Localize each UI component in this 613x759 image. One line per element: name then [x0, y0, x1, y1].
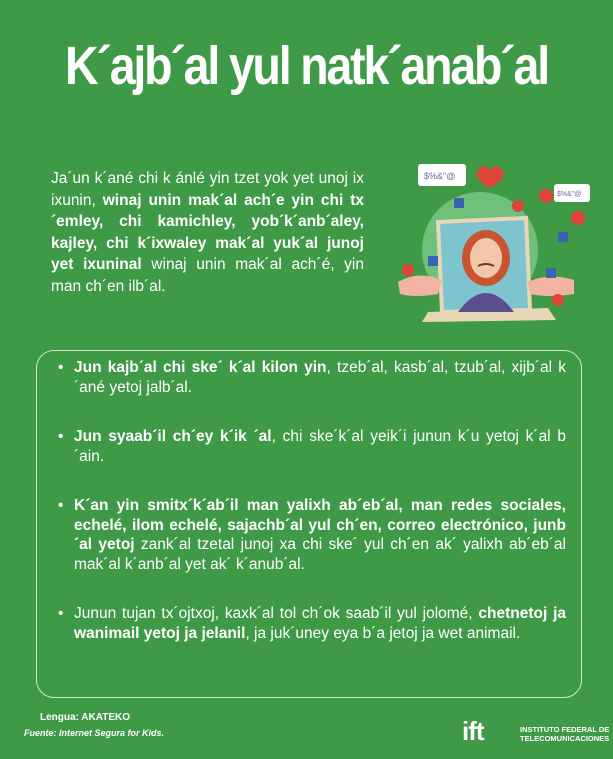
ift-logo-line-1: INSTITUTO FEDERAL DE — [520, 725, 610, 734]
bullet-marker: • — [58, 359, 64, 376]
bullet-text: , tzeb´al, kasb´al, tzub´al, xijb´al k´ané yetoj jalb´al. — [74, 359, 566, 396]
bullet-text: zank´al tzetal junoj xa chi ske´ yul ch´en ak´ yalixh ab´eb´al mak´al k´anb´al yet ak´ k´anub´al. — [74, 536, 566, 573]
bullet-text: , chi ske´k´al yeik´i junun k´u yetoj k´al b´ain. — [74, 428, 567, 465]
bullet-marker: • — [58, 428, 64, 445]
cyberbullying-illustration — [398, 162, 590, 322]
svg-text:$%&"@: $%&"@ — [557, 191, 582, 198]
bullet-marker: • — [58, 497, 64, 514]
bullet-item-2 — [58, 427, 566, 466]
svg-text:$%&"@: $%&"@ — [424, 171, 456, 181]
footer-language: Lengua: AKATEKO — [40, 712, 130, 723]
bullet-bold: Jun kajb´al chi ske´ k´al kilon yin — [74, 359, 327, 376]
page-title: K´ajb´al yul natk´anab´al — [65, 36, 548, 96]
speech-bubble-1 — [418, 164, 466, 186]
intro-text-1: Ja´un k´ané chi k ánlé yin tzet yok yet unoj ix ixunin, — [51, 170, 364, 209]
ift-logo — [462, 716, 612, 748]
bullet-item-4 — [58, 604, 566, 643]
angry-emoji-icon-5 — [512, 200, 524, 212]
thumbs-down-icon-4 — [454, 198, 464, 208]
intro-paragraph — [51, 168, 364, 298]
bullet-text: , ja juk´uney eya b´a jetoj ja wet animail. — [245, 624, 521, 642]
bullet-item-1 — [58, 358, 566, 397]
thumbs-down-icon-2 — [558, 232, 568, 242]
bullet-bold: K´an yin smitx´k´ab´il man yalixh ab´eb´al, man redes sociales, echelé, ilom echelé, sajachb´al yul ch´en, correo electrónico, junb´al yetoj — [74, 497, 566, 553]
ift-logo-mark: ift — [462, 716, 484, 746]
thumbs-down-icon-3 — [546, 268, 556, 278]
bullet-bold: chetnetoj ja wanimail yetoj ja jelanil — [74, 605, 566, 642]
angry-emoji-icon-4 — [552, 294, 564, 306]
ift-logo-line-2: TELECOMUNICACIONES — [520, 734, 610, 743]
intro-bold: winaj unin mak´al ach´e yin chi tx´emley, chi kamichley, yob´k´anb´aley, kajley, chi k´ixwaley mak´al yuk´al junoj yet ixuninal — [51, 191, 364, 274]
broken-heart-icon — [477, 166, 504, 188]
bullet-text-pre: Junun tujan tx´ojtxoj, kaxk´al tol ch´ok saab´il yul jolomé, — [74, 605, 479, 622]
ift-logo-name — [520, 725, 609, 743]
intro-text-2: winaj unin mak´al ach´é, yin man ch´en ilb´al. — [51, 256, 364, 295]
angry-emoji-icon — [539, 189, 553, 203]
pointing-hand-icon-right — [528, 276, 574, 296]
bullet-bold: Jun syaab´il ch´ey k´ik ´al — [74, 428, 272, 445]
speech-bubble-2 — [554, 184, 590, 202]
bullet-item-3 — [58, 496, 566, 574]
thumbs-down-icon — [428, 256, 438, 266]
angry-emoji-icon-3 — [402, 264, 414, 276]
bullet-list — [58, 358, 566, 643]
angry-emoji-icon-2 — [571, 211, 585, 225]
footer-source: Fuente: Internet Segura for Kids. — [24, 728, 165, 738]
bullet-marker: • — [58, 605, 64, 622]
pointing-hand-icon — [398, 275, 442, 296]
